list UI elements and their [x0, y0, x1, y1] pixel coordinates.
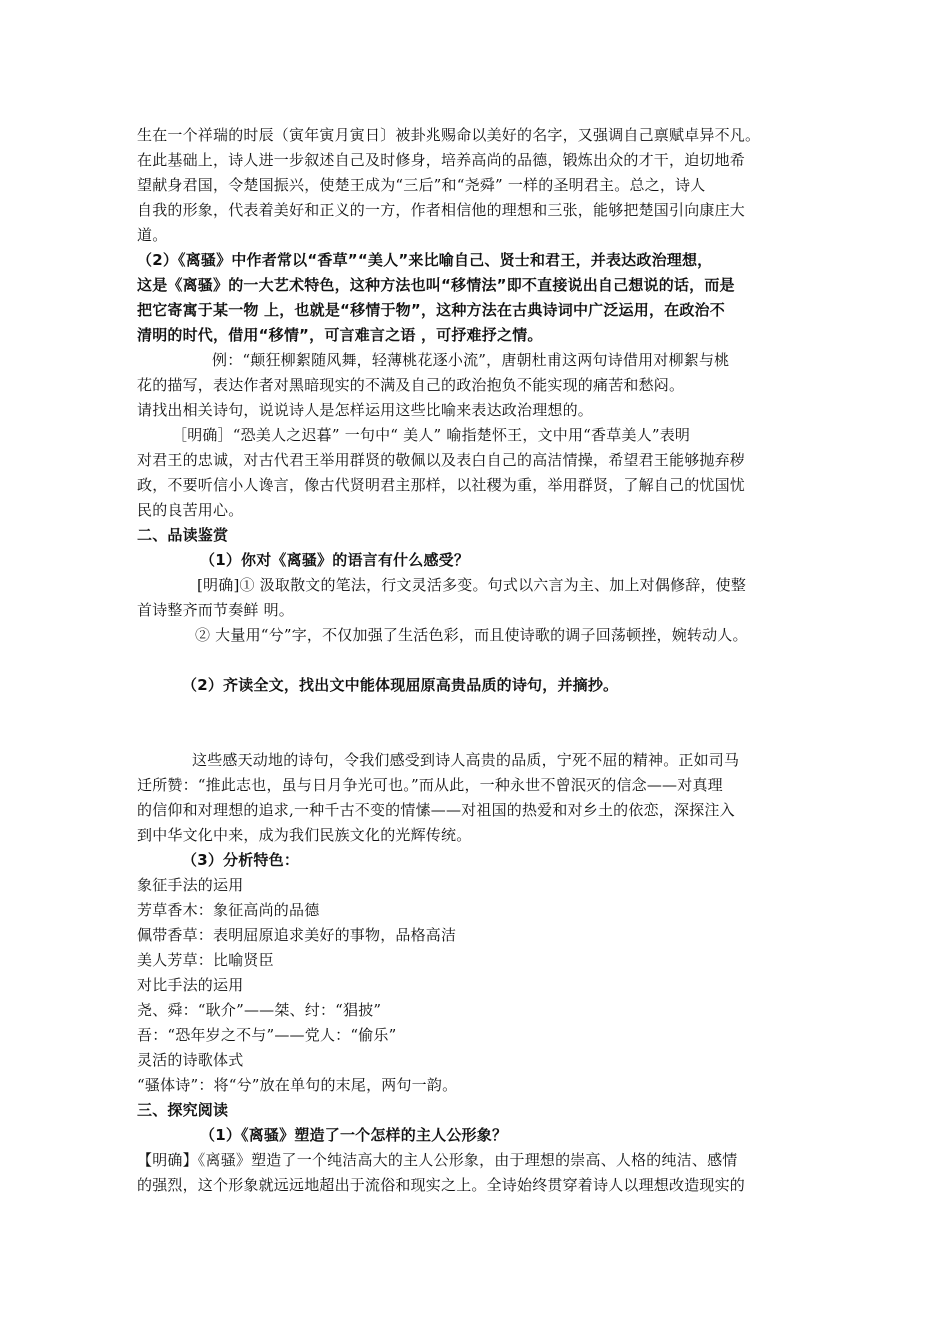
- paragraph-line: 迁所赞：“推此志也，虽与日月争光可也。”而从此，一种永世不曾泯灭的信念——对真理: [137, 776, 723, 794]
- paragraph-line: 这些感天动地的诗句，令我们感受到诗人高贵的品质，宁死不屈的精神。正如司马: [192, 751, 740, 769]
- answer-line: ［明确］“恐美人之迟暮” 一句中“ 美人” 喻指楚怀王，文中用“香草美人”表明: [172, 426, 691, 444]
- paragraph-line: 到中华文化中来，成为我们民族文化的光辉传统。: [137, 826, 472, 844]
- list-item: 象征手法的运用: [137, 876, 244, 894]
- paragraph-line: 政，不要听信小人谗言，像古代贤明君主那样，以社稷为重，举用群贤，了解自己的忧国忧: [137, 476, 746, 494]
- list-item: 美人芳草：比喻贤臣: [137, 951, 274, 969]
- bold-paragraph-line: 清明的时代，借用“移情”，可言难言之语 ，可抒难抒之情。: [137, 326, 543, 344]
- section-heading: 三、探究阅读: [137, 1101, 229, 1119]
- paragraph-line: 望献身君国，令楚国振兴，使楚王成为“三后”和“尧舜” 一样的圣明君主。总之，诗人: [137, 176, 706, 194]
- list-item: “骚体诗”：将“兮”放在单句的末尾，两句一韵。: [137, 1076, 458, 1094]
- list-item: 灵活的诗歌体式: [137, 1051, 244, 1069]
- paragraph-line: 花的描写，表达作者对黑暗现实的不满及自己的政治抱负不能实现的痛苦和愁闷。: [137, 376, 685, 394]
- answer-line: [明确]① 汲取散文的笔法，行文灵活多变。句式以六言为主、加上对偶修辞，使整: [197, 576, 747, 594]
- list-item: 尧、舜：“耿介”——桀、纣：“猖披”: [137, 1001, 382, 1019]
- paragraph-line: 民的良苦用心。: [137, 501, 244, 519]
- list-item: 吾：“恐年岁之不与”——党人：“偷乐”: [137, 1026, 397, 1044]
- question-heading: （3）分析特色：: [182, 851, 300, 869]
- bold-paragraph-line: （2）《离骚》中作者常以“香草”“美人”来比喻自己、贤士和君王，并表达政治理想，: [137, 251, 713, 269]
- paragraph-line: 对君王的忠诚，对古代君王举用群贤的敬佩以及表白自己的高洁情操，希望君王能够抛弃秽: [137, 451, 746, 469]
- paragraph-line: 生在一个祥瑞的时辰（寅年寅月寅日〕被卦兆赐命以美好的名字，又强调自己禀赋卓异不凡。: [137, 126, 761, 144]
- answer-line: ② 大量用“兮”字，不仅加强了生活色彩，而且使诗歌的调子回荡顿挫，婉转动人。: [195, 626, 748, 644]
- list-item: 对比手法的运用: [137, 976, 244, 994]
- paragraph-line: 请找出相关诗句，说说诗人是怎样运用这些比喻来表达政治理想的。: [137, 401, 594, 419]
- paragraph-line: 的信仰和对理想的追求,一种千古不变的情愫——对祖国的热爱和对乡土的依恋，深探注入: [137, 801, 735, 819]
- list-item: 芳草香木：象征高尚的品德: [137, 901, 320, 919]
- bold-paragraph-line: 这是《离骚》的一大艺术特色，这种方法也叫“移情法”即不直接说出自己想说的话，而是: [137, 276, 735, 294]
- question-heading: （1）《离骚》塑造了一个怎样的主人公形象？: [200, 1126, 508, 1144]
- paragraph-line: 首诗整齐而节奏鲜 明。: [137, 601, 294, 619]
- question-heading: （2）齐读全文，找出文中能体现屈原高贵品质的诗句，并摘抄。: [182, 676, 619, 694]
- bold-paragraph-line: 把它寄寓于某一物 上，也就是“移情于物”，这种方法在古典诗词中广泛运用，在政治不: [137, 301, 725, 319]
- example-line: 例：“颠狂柳絮随风舞，轻薄桃花逐小流”，唐朝杜甫这两句诗借用对柳絮与桃: [212, 351, 730, 369]
- paragraph-line: 自我的形象，代表着美好和正义的一方，作者相信他的理想和三张，能够把楚国引向康庄大: [137, 201, 746, 219]
- paragraph-line: 在此基础上，诗人进一步叙述自己及时修身，培养高尚的品德，锻炼出众的才干，迫切地希: [137, 151, 746, 169]
- question-heading: （1）你对《离骚》的语言有什么感受？: [200, 551, 470, 569]
- paragraph-line: 道。: [137, 226, 168, 244]
- section-heading: 二、品读鉴赏: [137, 526, 229, 544]
- paragraph-line: 的强烈，这个形象就远远地超出于流俗和现实之上。全诗始终贯穿着诗人以理想改造现实的: [137, 1176, 746, 1194]
- answer-line: 【明确】《离骚》塑造了一个纯洁高大的主人公形象，由于理想的崇高、人格的纯洁、感情: [137, 1151, 738, 1169]
- list-item: 佩带香草：表明屈原追求美好的事物，品格高洁: [137, 926, 457, 944]
